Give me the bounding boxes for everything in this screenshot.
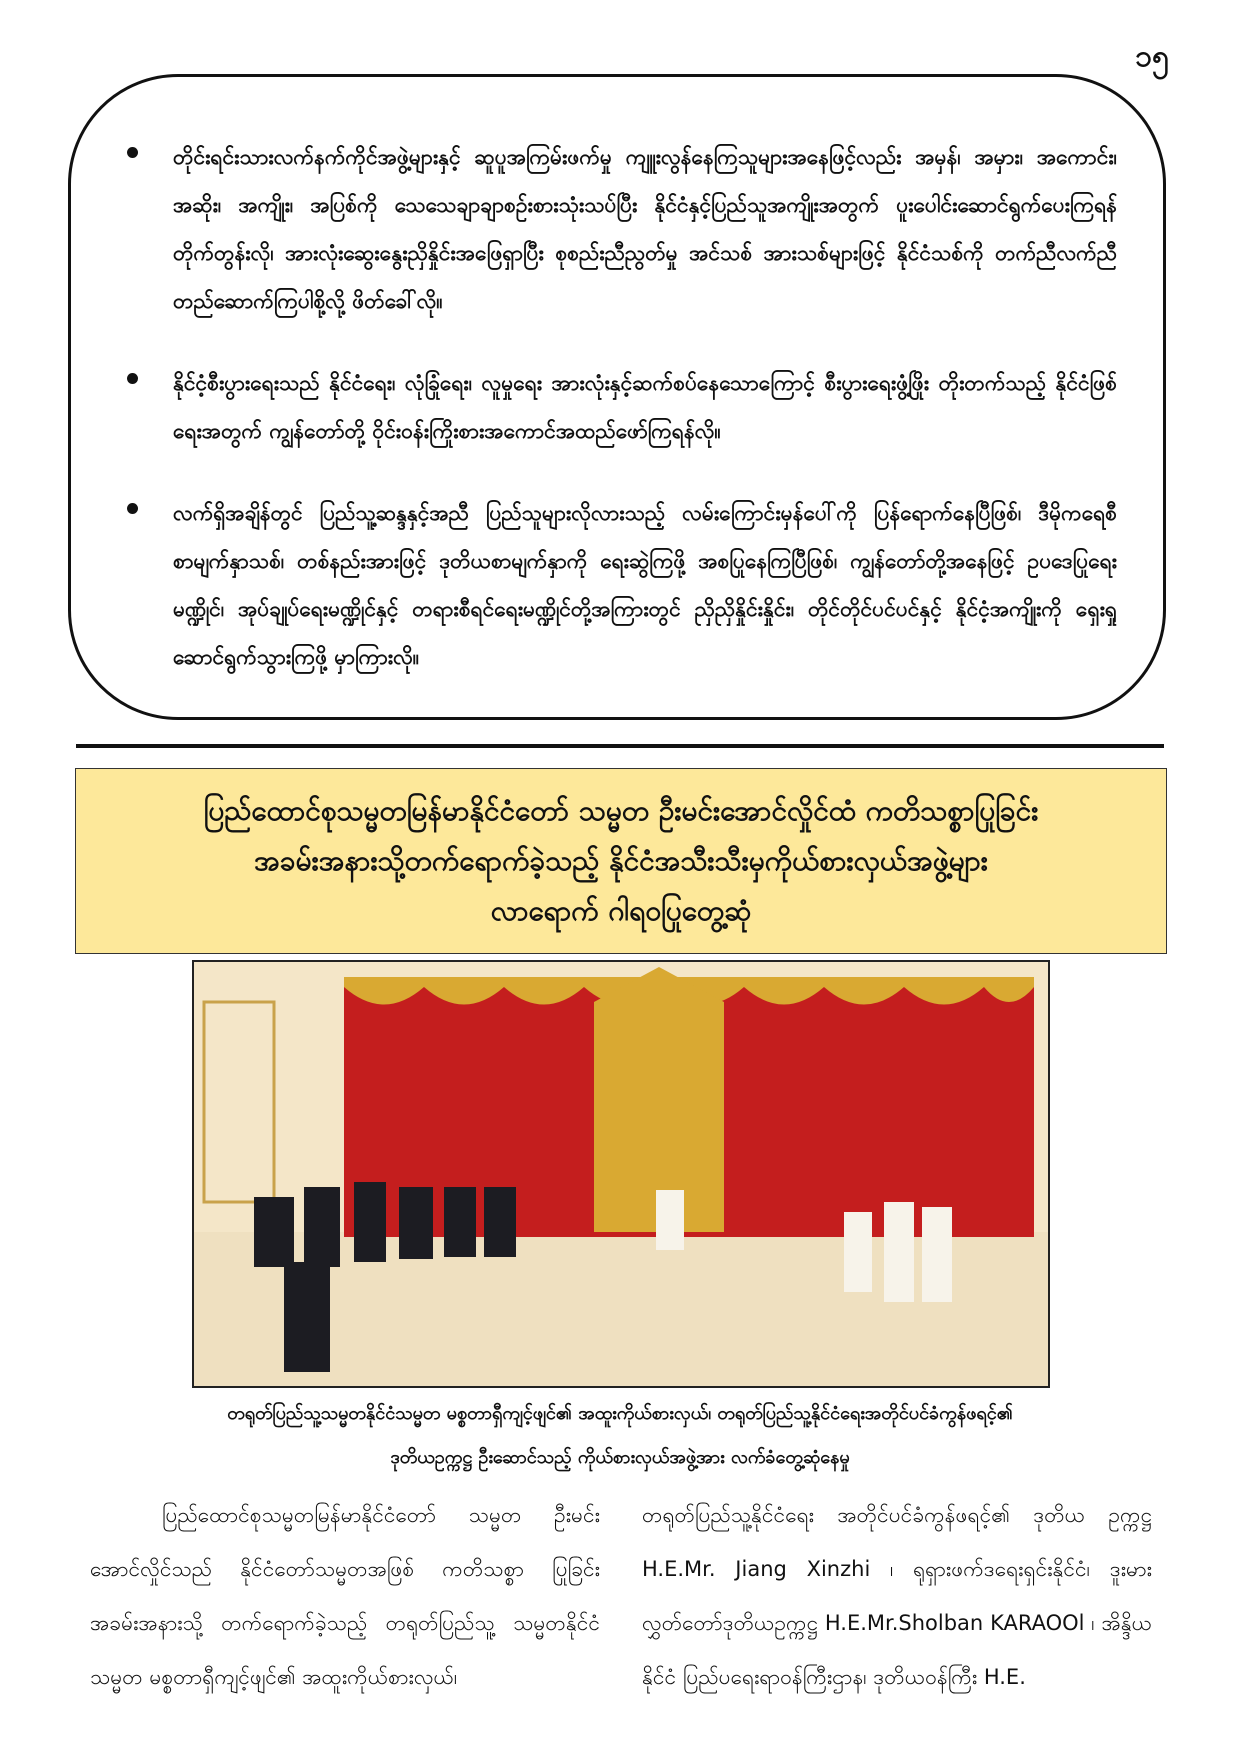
guest-figure xyxy=(254,1197,294,1267)
bullet-icon xyxy=(127,373,138,384)
caption-line: ဒုတိယဥက္ကဋ္ဌ ဦးဆောင်သည့် ကိုယ်စားလှယ်အဖွဲ့အား လက်ခံတွေ့ဆုံနေမှု xyxy=(390,1447,850,1468)
headline-line: လာရောက် ဂါရဝပြုတွေ့ဆုံ xyxy=(490,894,752,927)
host-figure xyxy=(844,1212,872,1292)
section-divider xyxy=(76,744,1164,748)
key-points-box xyxy=(68,74,1166,720)
article-left-column xyxy=(90,1488,600,1704)
headline-line: အခမ်းအနားသို့တက်ရောက်ခဲ့သည့် နိုင်ငံအသီးသီးမှကိုယ်စားလှယ်အဖွဲ့များ xyxy=(254,844,988,877)
photo-caption xyxy=(110,1392,1130,1480)
guest-figure xyxy=(484,1187,516,1257)
host-figure xyxy=(922,1207,952,1302)
list-item xyxy=(123,359,1117,455)
caption-line: တရုတ်ပြည်သူ့သမ္မတနိုင်ငံသမ္မတ မစ္စတာရှီကျင့်ဖျင်၏ အထူးကိုယ်စားလှယ်၊ တရုတ်ပြည်သူ့နိုင်ငံရေးအတိုင်ပင်ခံကွန်ဖရင့်၏ xyxy=(227,1403,1013,1424)
page-number: ၁၅ xyxy=(1135,39,1169,74)
meeting-photo-illustration xyxy=(194,962,1048,1386)
list-item xyxy=(123,489,1117,681)
bullet-text: တိုင်းရင်းသားလက်နက်ကိုင်အဖွဲ့များနှင့် ဆူပူအကြမ်းဖက်မှု ကျူးလွန်နေကြသူများအနေဖြင့်လည်း အမှန်၊ အမှား၊ အကောင်း၊အဆိုး၊ အကျိုး၊ အပြစ်ကို သေသေချာချာစဉ်းစားသုံးသပ်ပြီး နိုင်ငံနှင့်ပြည်သူအကျိုးအတွက် ပူးပေါင်းဆောင်ရွက်ပေးကြရန် တိုက်တွန်းလို၊ အားလုံးဆွေးနွေးညှိနှိုင်းအဖြေရှာပြီး စုစည်းညီညွတ်မှု အင်သစ် အားသစ်များဖြင့် နိုင်ငံသစ်ကို တက်ညီလက်ညီတည်ဆောက်ကြပါစို့လို့ ဖိတ်ခေါ်လို။ xyxy=(173,145,1117,313)
host-figure xyxy=(884,1202,914,1302)
bullet-text: နိုင်ငံ့စီးပွားရေးသည် နိုင်ငံရေး၊ လုံခြုံရေး၊ လူမှုရေး အားလုံးနှင့်ဆက်စပ်နေသောကြောင့် စီးပွားရေးဖွံ့ဖြိုး တိုးတက်သည့် နိုင်ငံဖြစ်ရေးအတွက် ကျွန်တော်တို့ ဝိုင်းဝန်းကြိုးစားအကောင်အထည်ဖော်ကြရန်လို။ xyxy=(173,371,1117,443)
guest-figure xyxy=(284,1262,330,1372)
guest-figure xyxy=(354,1182,386,1262)
article-right-column xyxy=(642,1488,1152,1704)
bullet-icon xyxy=(127,503,138,514)
bullet-icon xyxy=(127,147,138,158)
headline-line: ပြည်ထောင်စုသမ္မတမြန်မာနိုင်ငံတော် သမ္မတ ဦးမင်းအောင်လှိုင်ထံ ကတိသစ္စာပြုခြင်း xyxy=(203,794,1039,827)
guest-figure xyxy=(399,1187,433,1259)
meeting-photo xyxy=(192,960,1050,1388)
headline-box xyxy=(75,768,1167,954)
article-paragraph: ပြည်ထောင်စုသမ္မတမြန်မာနိုင်ငံတော် သမ္မတ ဦးမင်းအောင်လှိုင်သည် နိုင်ငံတော်သမ္မတအဖြစ် ကတိသစ္စာ ပြုခြင်းအခမ်းအနားသို့ တက်ရောက်ခဲ့သည့် တရုတ်ပြည်သူ့ သမ္မတနိုင်ငံသမ္မတ မစ္စတာရှီကျင့်ဖျင်၏ အထူးကိုယ်စားလှယ်၊ xyxy=(90,1503,600,1689)
bullet-text: လက်ရှိအချိန်တွင် ပြည်သူ့ဆန္ဒနှင့်အညီ ပြည်သူများလိုလားသည့် လမ်းကြောင်းမှန်ပေါ်ကို ပြန်ရောက်နေပြီဖြစ်၊ ဒီမိုကရေစီစာမျက်နှာသစ်၊ တစ်နည်းအားဖြင့် ဒုတိယစာမျက်နှာကို ရေးဆွဲကြဖို့ အစပြုနေကြပြီဖြစ်၊ ကျွန်တော်တို့အနေဖြင့် ဥပဒေပြုရေးမဏ္ဍိုင်၊ အုပ်ချုပ်ရေးမဏ္ဍိုင်နှင့် တရားစီရင်ရေးမဏ္ဍိုင်တို့အကြားတွင် ညှိညှိနှိုင်းနှိုင်း၊ တိုင်တိုင်ပင်ပင်နှင့် နိုင်ငံ့အကျိုးကို ရှေးရှုဆောင်ရွက်သွားကြဖို့ မှာကြားလို။ xyxy=(173,501,1117,669)
guest-figure xyxy=(304,1187,340,1267)
guest-figure xyxy=(444,1187,476,1257)
list-item xyxy=(123,133,1117,325)
host-figure xyxy=(656,1190,684,1250)
key-points-list xyxy=(123,133,1117,715)
article-paragraph: တရုတ်ပြည်သူ့နိုင်ငံရေး အတိုင်ပင်ခံကွန်ဖရင့်၏ ဒုတိယ ဥက္ကဋ္ဌ H.E.Mr. Jiang Xinzhi ၊ ရုရှားဖက်ဒရေးရှင်းနိုင်ငံ၊ ဒူးမား လွှတ်တော်ဒုတိယဥက္ကဋ္ဌ H.E.Mr.Sholban KARAOOl ၊ အိန္ဒိယနိုင်ငံ ပြည်ပရေးရာဝန်ကြီးဌာန၊ ဒုတိယဝန်ကြီး H.E. xyxy=(642,1503,1152,1689)
